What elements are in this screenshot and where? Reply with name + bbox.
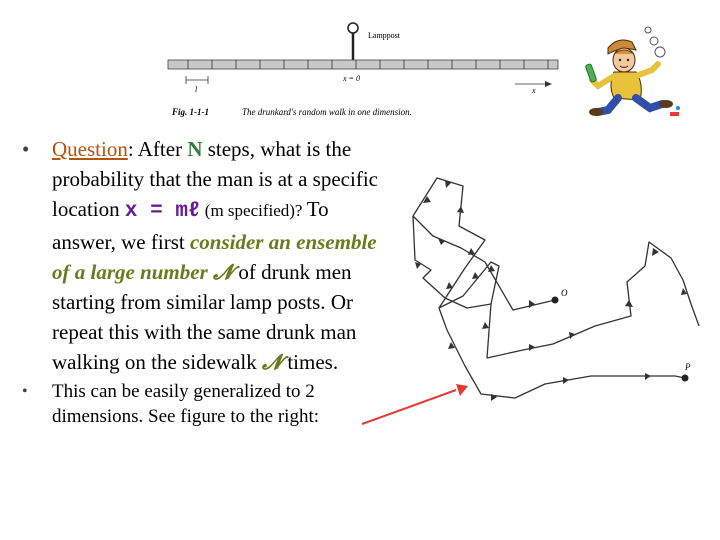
question-text-2: steps, what is the probability that the man is at a specific location <box>52 137 378 221</box>
figure-caption-text: The drunkard's random walk in one dimension. <box>242 107 412 117</box>
question-text-4: To answer, we first <box>52 197 329 254</box>
generalization-text: This can be easily generalized to 2 dimensions. See figure to the right: <box>52 381 320 427</box>
question-text-1: : After <box>127 137 188 161</box>
start-label: O <box>561 288 568 298</box>
question-bullet <box>22 134 384 377</box>
two-dimension-walk-svg <box>395 158 700 450</box>
lamppost-label: Lamppost <box>368 31 400 40</box>
drunk-man-cartoon <box>578 14 690 122</box>
step-length-label: l <box>195 85 198 94</box>
one-dimension-walk-figure <box>160 18 560 122</box>
walk-direction-arrows <box>415 180 687 401</box>
sidewalk-bar <box>168 60 558 69</box>
x-axis-arrowhead <box>545 81 552 87</box>
generalization-bullet <box>22 379 384 429</box>
one-dimension-walk-svg <box>160 18 560 122</box>
calligraphic-n-symbol-2: 𝓝 <box>261 350 283 374</box>
walk-start-point <box>552 297 559 304</box>
question-text-5: of drunk men starting from similar lamp posts. <box>52 260 352 314</box>
origin-label: x = 0 <box>343 74 360 83</box>
x-axis-label: x <box>532 86 536 95</box>
two-dimension-walk-figure <box>395 158 700 450</box>
content-text-block <box>22 134 384 429</box>
calligraphic-n-symbol: 𝓝 <box>213 260 234 284</box>
lamp-head <box>348 23 358 33</box>
drunk-man-illustration <box>578 14 690 122</box>
end-label: P <box>685 362 691 372</box>
question-text-7: times. <box>282 350 339 374</box>
question-text-3: (m specified)? <box>200 201 307 220</box>
walk-path <box>413 178 699 398</box>
figure-caption-number: Fig. 1-1-1 <box>172 107 209 117</box>
walk-end-point <box>682 375 689 382</box>
x-equals-expression: x = mℓ <box>124 200 201 223</box>
bullet-dot-icon: • <box>22 137 30 161</box>
bullet-dot-icon-2: • <box>22 383 28 400</box>
ensemble-emphasis: consider an ensemble of a large number <box>52 230 377 284</box>
n-symbol: N <box>187 137 203 161</box>
question-label: Question <box>52 137 128 161</box>
question-text-6: Or repeat this with the same drunk man walking on the sidewalk <box>52 290 357 374</box>
